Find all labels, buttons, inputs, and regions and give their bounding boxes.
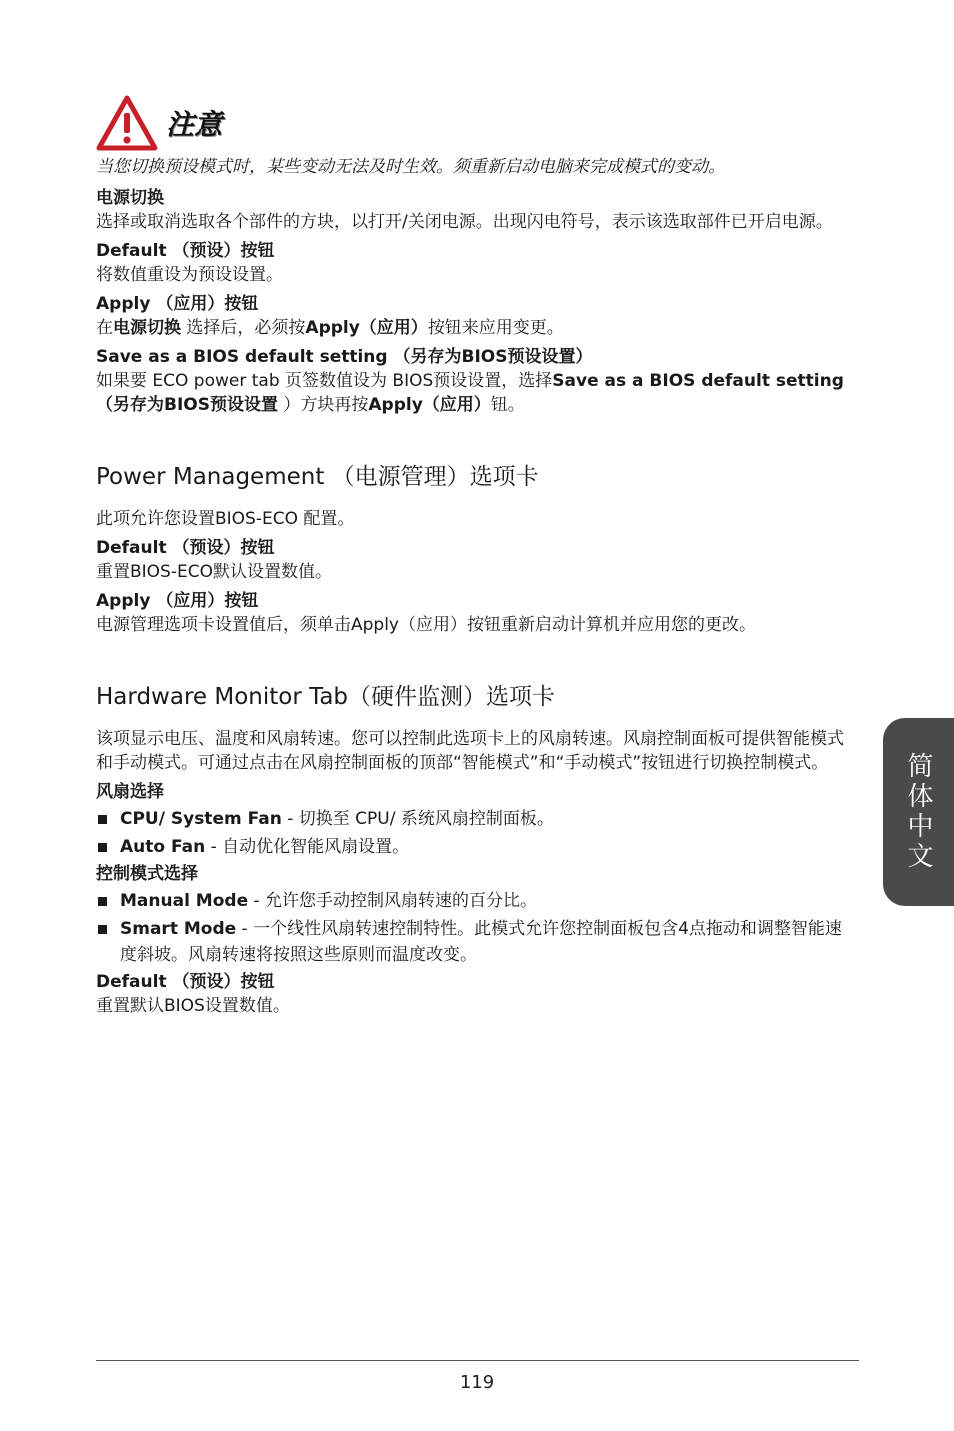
power-management-title: Power Management （电源管理）选项卡	[96, 464, 539, 490]
hm-default-heading: Default （预设）按钮	[96, 972, 275, 992]
hardware-monitor-title: Hardware Monitor Tab（硬件监测）选项卡	[96, 684, 556, 710]
control-mode-heading: 控制模式选择	[96, 864, 198, 884]
eco-default-text: 将数值重设为预设设置。	[96, 265, 283, 285]
bullet-square-icon	[98, 815, 107, 824]
pm-apply-text: 电源管理选项卡设置值后，须单击Apply（应用）按钮重新启动计算机并应用您的更改。	[96, 615, 756, 635]
control-mode-list	[96, 888, 856, 968]
fan-select-heading: 风扇选择	[96, 782, 164, 802]
save-bios-heading: Save as a BIOS default setting （另存为BIOS预设设置）	[96, 347, 593, 367]
pm-apply-heading: Apply （应用）按钮	[96, 591, 259, 611]
bullet-square-icon	[98, 843, 107, 852]
hardware-monitor-intro: 该项显示电压、温度和风扇转速。您可以控制此选项卡上的风扇转速。风扇控制面板可提供智能模式和手动模式。可通过点击在风扇控制面板的顶部“智能模式”和“手动模式”按钮进行切换控制模式。	[96, 729, 844, 773]
power-management-intro: 此项允许您设置BIOS-ECO 配置。	[96, 509, 355, 529]
list-item: Auto Fan - 自动优化智能风扇设置。	[96, 834, 856, 860]
page-number: 119	[459, 1372, 495, 1393]
pm-default-heading: Default （预设）按钮	[96, 538, 275, 558]
warning-icon	[96, 95, 158, 151]
language-label: 简体中文	[903, 752, 933, 872]
caution-note: 当您切换预设模式时，某些变动无法及时生效。须重新启动电脑来完成模式的变动。	[96, 157, 725, 177]
caution-title: 注意	[166, 108, 223, 141]
fan-select-list	[96, 806, 856, 860]
footer-divider	[96, 1360, 859, 1361]
hm-default-text: 重置默认BIOS设置数值。	[96, 996, 290, 1016]
list-item: CPU/ System Fan - 切换至 CPU/ 系统风扇控制面板。	[96, 806, 856, 832]
list-item: Manual Mode - 允许您手动控制风扇转速的百分比。	[96, 888, 856, 914]
eco-apply-heading: Apply （应用）按钮	[96, 294, 259, 314]
bullet-square-icon	[98, 925, 107, 934]
bullet-square-icon	[98, 897, 107, 906]
list-item: Smart Mode - 一个线性风扇转速控制特性。此模式允许您控制面板包含4点拖动和调整智能速度斜坡。风扇转速将按照这些原则而温度改变。	[96, 916, 856, 968]
eco-default-heading: Default （预设）按钮	[96, 241, 275, 261]
main-content	[96, 154, 856, 1023]
save-bios-text: 如果要 ECO power tab 页签数值设为 BIOS预设设置，选择Save as a BIOS default setting（另存为BIOS预设设置 ）方块再按Apply（应用）钮。	[96, 371, 844, 415]
pm-default-text: 重置BIOS-ECO默认设置数值。	[96, 562, 332, 582]
eco-apply-text: 在电源切换 选择后，必须按Apply（应用）按钮来应用变更。	[96, 318, 564, 338]
language-side-tab	[883, 718, 954, 906]
caution-header	[96, 95, 222, 151]
power-switch-text: 选择或取消选取各个部件的方块，以打开/关闭电源。出现闪电符号，表示该选取部件已开启电源。	[96, 212, 833, 232]
power-switch-heading: 电源切换	[96, 188, 164, 208]
